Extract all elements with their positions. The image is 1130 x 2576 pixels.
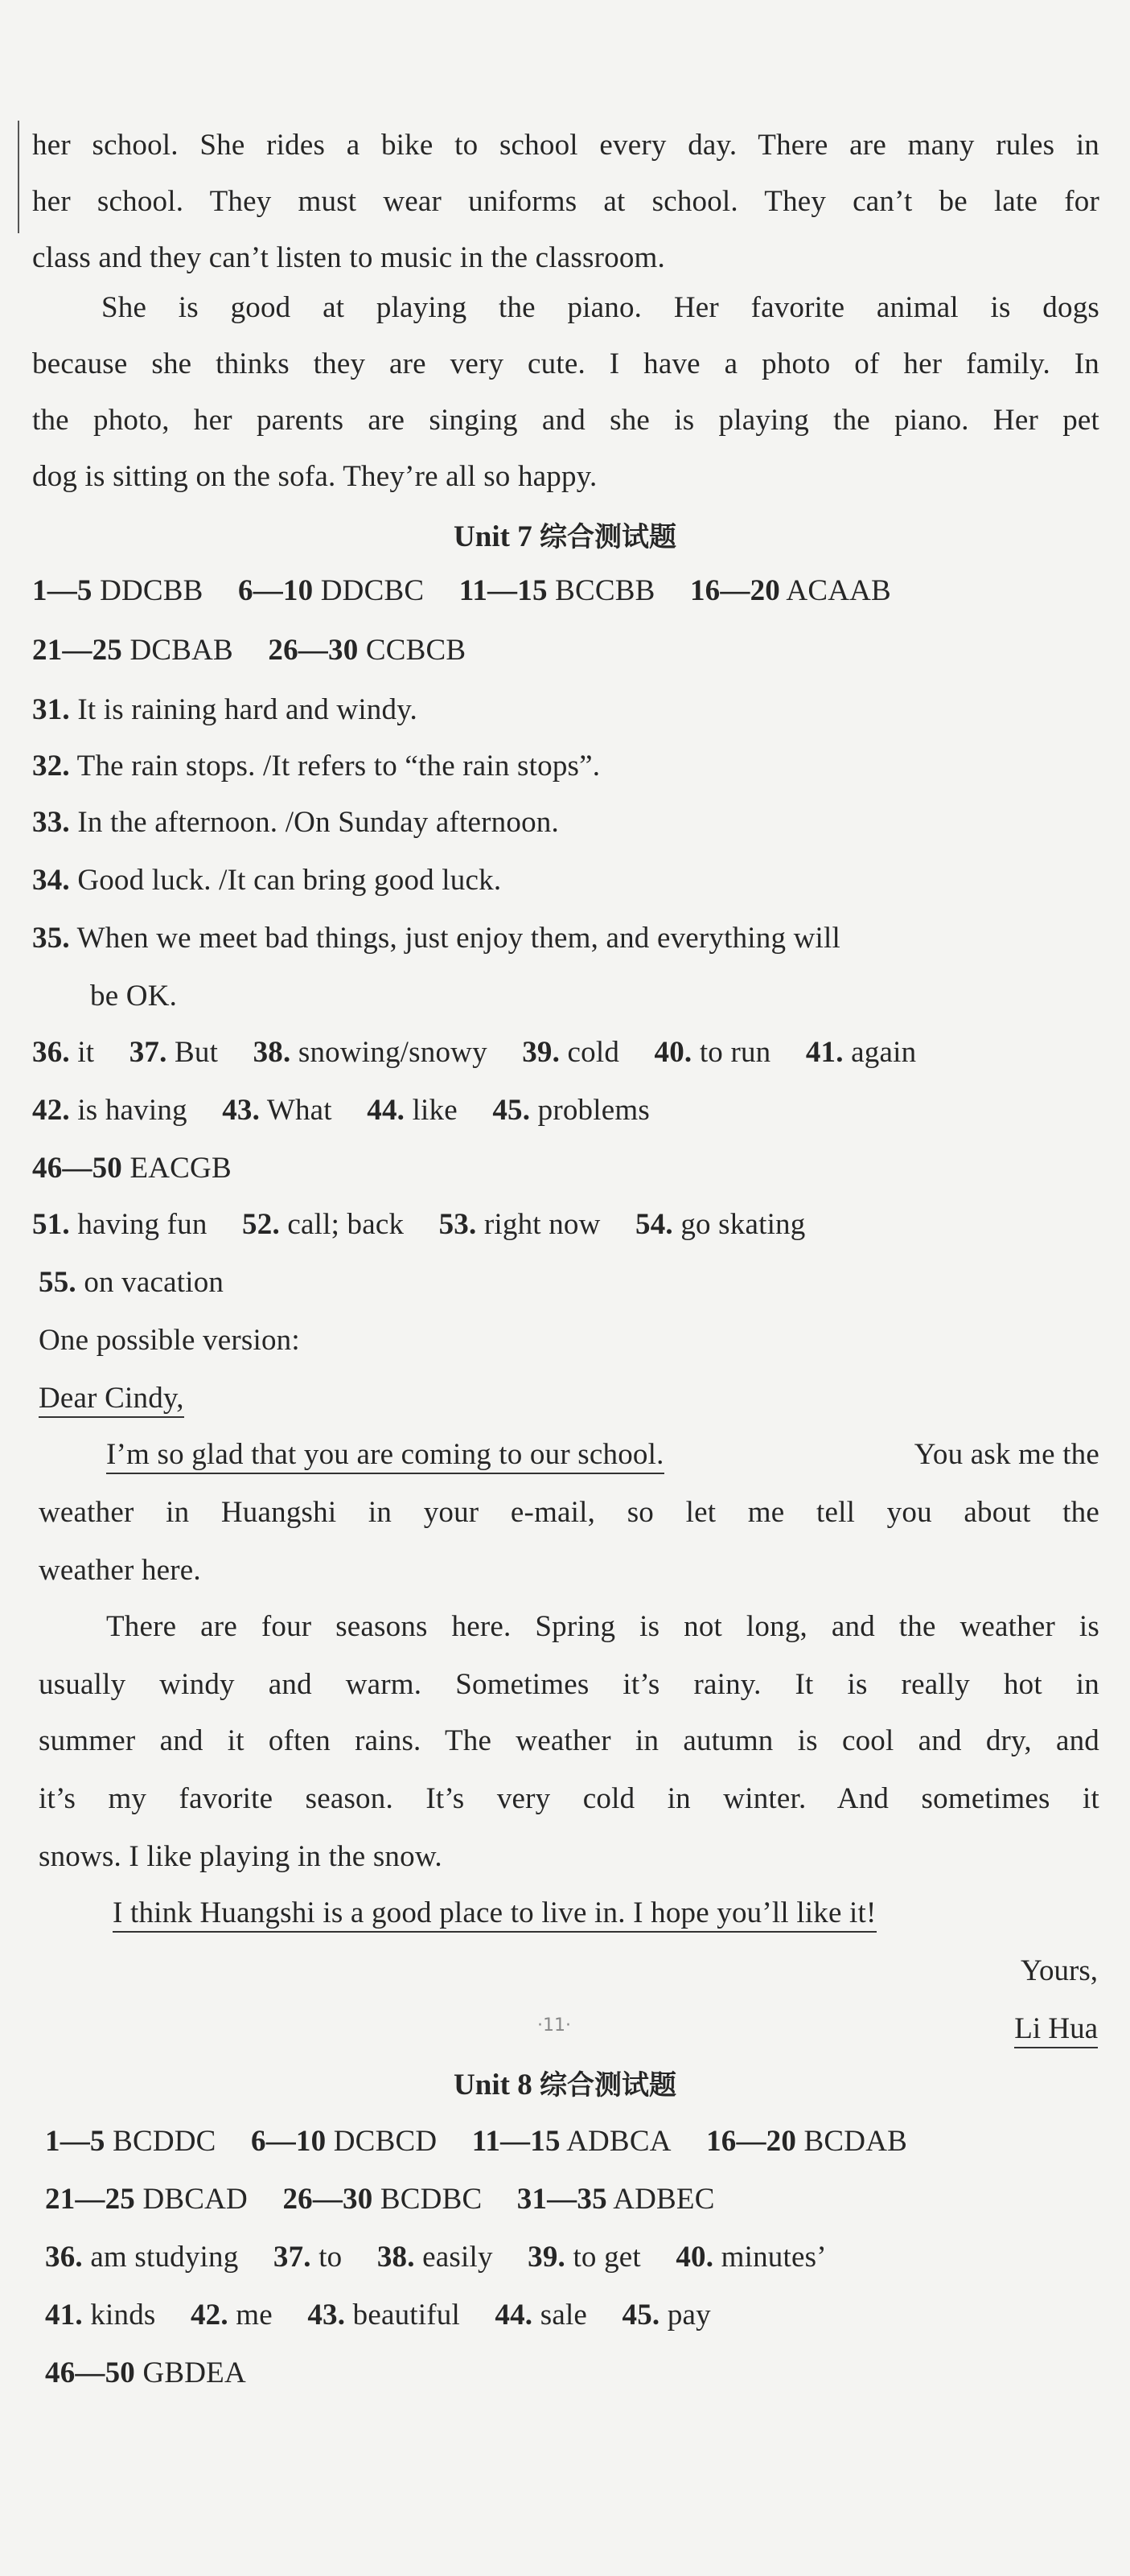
unit7-q35-cont: be OK. — [90, 980, 178, 1013]
answer-value: to — [318, 2241, 343, 2274]
answer-value: GBDEA — [142, 2356, 246, 2389]
unit7-q35 — [32, 920, 840, 957]
answer-number: 51. — [32, 1208, 70, 1241]
answer-value: ADBEC — [613, 2183, 715, 2216]
letter-p2-line: There are four seasons here. Spring is not long, and the weather is — [106, 1610, 1099, 1643]
answer-number: 11—15 — [471, 2125, 561, 2158]
answer-number: 46—50 — [45, 2356, 135, 2389]
unit7-row-1-5 — [32, 573, 891, 610]
unit8-row-41-45 — [45, 2297, 711, 2334]
answer-value: In the afternoon. /On Sunday afternoon. — [77, 806, 559, 839]
unit8-heading — [0, 2067, 1130, 2104]
answer-number: 16—20 — [689, 574, 780, 607]
answer-value: to get — [573, 2241, 641, 2274]
answer-value: BCCBB — [555, 574, 655, 607]
unit8-row-36-40 — [45, 2239, 827, 2276]
answer-number: 44. — [495, 2299, 533, 2332]
answer-number: 36. — [45, 2241, 83, 2274]
answer-value: it — [77, 1036, 95, 1069]
answer-number: 39. — [522, 1036, 561, 1069]
answer-value: The rain stops. /It refers to “the rain stops”. — [76, 750, 601, 783]
answer-number: 1—5 — [45, 2125, 105, 2158]
answer-value: problems — [537, 1094, 650, 1127]
answer-number: 40. — [654, 1036, 692, 1069]
answer-value: BCDBC — [380, 2183, 483, 2216]
answer-value: EACGB — [129, 1152, 232, 1185]
answer-value: ADBCA — [566, 2125, 672, 2158]
answer-number: 41. — [45, 2299, 83, 2332]
answer-value: DCBCD — [333, 2125, 438, 2158]
answer-value: like — [412, 1094, 458, 1127]
unit7-row-36-41 — [32, 1034, 916, 1071]
answer-value: But — [175, 1036, 219, 1069]
answer-value: right now — [483, 1208, 601, 1241]
passage-line: her school. They must wear uniforms at school. They can’t be late for — [32, 185, 1099, 218]
answer-value: BCDAB — [803, 2125, 908, 2158]
unit7-q31 — [32, 692, 417, 729]
unit7-row-55 — [39, 1264, 224, 1301]
letter-closing: Yours, — [1021, 1954, 1098, 1987]
unit7-q34 — [32, 862, 501, 899]
answer-value: to run — [699, 1036, 771, 1069]
answer-number: 34. — [32, 864, 70, 897]
answer-value: beautiful — [352, 2299, 460, 2332]
answer-number: 32. — [32, 750, 70, 783]
answer-value: DCBAB — [129, 634, 233, 667]
answer-number: 55. — [39, 1266, 76, 1299]
answer-number: 37. — [129, 1036, 167, 1069]
margin-line — [18, 121, 19, 233]
passage-line: the photo, her parents are singing and she is playing the piano. Her pet — [32, 404, 1099, 437]
answer-value: having fun — [77, 1208, 208, 1241]
passage-line: because she thinks they are very cute. I have a photo of her family. In — [32, 347, 1099, 380]
answer-number: 45. — [622, 2299, 660, 2332]
answer-value: BCDDC — [113, 2125, 216, 2158]
unit7-heading-cn: 综合测试题 — [539, 521, 676, 553]
answer-value: me — [236, 2299, 273, 2332]
letter-p2-line: snows. I like playing in the snow. — [39, 1840, 442, 1873]
answer-value: minutes’ — [721, 2241, 827, 2274]
letter-p1-line3: weather here. — [39, 1554, 201, 1587]
answer-value: Good luck. /It can bring good luck. — [77, 864, 502, 897]
unit7-heading-en: Unit 7 — [454, 520, 532, 553]
unit7-heading — [0, 519, 1130, 556]
answer-number: 11—15 — [458, 574, 548, 607]
answer-value: is having — [77, 1094, 187, 1127]
answer-number: 53. — [438, 1208, 477, 1241]
passage-line: dog is sitting on the sofa. They’re all so happy. — [32, 460, 598, 493]
answer-number: 21—25 — [32, 634, 122, 667]
answer-number: 6—10 — [251, 2125, 327, 2158]
answer-value: When we meet bad things, just enjoy them, and everything will — [76, 922, 840, 955]
answer-number: 31—35 — [516, 2183, 607, 2216]
answer-value: CCBCB — [365, 634, 466, 667]
answer-number: 40. — [676, 2241, 714, 2274]
underlined-sentence: I’m so glad that you are coming to our school. — [106, 1438, 664, 1474]
answer-number: 44. — [367, 1094, 405, 1127]
answer-number: 41. — [805, 1036, 844, 1069]
answer-number: 21—25 — [45, 2183, 135, 2216]
answer-value: DBCAD — [142, 2183, 248, 2216]
unit7-row-42-45 — [32, 1092, 650, 1129]
answer-value: DDCBC — [320, 574, 425, 607]
answer-number: 31. — [32, 693, 70, 726]
answer-value: It is raining hard and windy. — [77, 693, 417, 726]
answer-number: 1—5 — [32, 574, 92, 607]
letter-p2-line: usually windy and warm. Sometimes it’s rainy. It is really hot in — [39, 1668, 1099, 1701]
answer-number: 52. — [242, 1208, 280, 1241]
version-label: One possible version: — [39, 1324, 300, 1357]
answer-value: on vacation — [84, 1266, 224, 1299]
answer-number: 16—20 — [706, 2125, 797, 2158]
greeting-text: Dear Cindy, — [39, 1382, 184, 1418]
unit7-row-21-30 — [32, 632, 466, 669]
unit8-heading-en: Unit 8 — [454, 2069, 532, 2101]
letter-p2-line: it’s my favorite season. It’s very cold in winter. And sometimes it — [39, 1782, 1099, 1815]
answer-value: am studying — [90, 2241, 239, 2274]
answer-number: 43. — [307, 2299, 346, 2332]
passage-line: She is good at playing the piano. Her favorite animal is dogs — [101, 291, 1099, 324]
answer-number: 6—10 — [238, 574, 314, 607]
answer-value: cold — [567, 1036, 620, 1069]
unit7-q33 — [32, 804, 559, 841]
answer-value: easily — [422, 2241, 493, 2274]
letter-p1-line2: weather in Huangshi in your e-mail, so let me tell you about the — [39, 1496, 1099, 1529]
page-number: ·11· — [537, 2015, 571, 2036]
answer-number: 42. — [190, 2299, 228, 2332]
answer-value: again — [851, 1036, 917, 1069]
answer-value: call; back — [287, 1208, 405, 1241]
answer-value: go skating — [680, 1208, 806, 1241]
unit8-row-46-50 — [45, 2355, 246, 2392]
answer-value: DDCBB — [100, 574, 203, 607]
answer-number: 45. — [492, 1094, 531, 1127]
answer-value: What — [266, 1094, 332, 1127]
letter-p2-line: summer and it often rains. The weather in autumn is cool and dry, and — [39, 1724, 1099, 1757]
answer-number: 33. — [32, 806, 70, 839]
passage-line: her school. She rides a bike to school every day. There are many rules in — [32, 129, 1099, 162]
answer-number: 37. — [273, 2241, 311, 2274]
answer-value: snowing/snowy — [298, 1036, 487, 1069]
underlined-sentence: I think Huangshi is a good place to live in. I hope you’ll like it! — [113, 1896, 877, 1933]
answer-number: 35. — [32, 922, 70, 955]
unit8-row-21-35 — [45, 2181, 715, 2218]
signature-text: Li Hua — [1014, 2012, 1098, 2048]
unit8-row-1-20 — [45, 2123, 907, 2160]
answer-number: 36. — [32, 1036, 70, 1069]
answer-value: sale — [540, 2299, 588, 2332]
answer-value: kinds — [90, 2299, 156, 2332]
unit7-row-51-54 — [32, 1206, 805, 1243]
letter-text: You ask me the — [914, 1438, 1099, 1471]
answer-number: 39. — [528, 2241, 565, 2274]
answer-number: 42. — [32, 1094, 70, 1127]
answer-number: 26—30 — [282, 2183, 373, 2216]
answer-number: 43. — [222, 1094, 261, 1127]
letter-signature — [1014, 2011, 1098, 2048]
answer-number: 46—50 — [32, 1152, 122, 1185]
answer-value: ACAAB — [786, 574, 891, 607]
letter-p3 — [113, 1895, 877, 1932]
passage-line: class and they can’t listen to music in the classroom. — [32, 241, 665, 274]
answer-number: 26—30 — [268, 634, 359, 667]
answer-number: 54. — [635, 1208, 673, 1241]
letter-p1-line1 — [106, 1436, 1099, 1473]
answer-number: 38. — [376, 2241, 415, 2274]
unit8-heading-cn: 综合测试题 — [539, 2069, 676, 2101]
unit7-row-46-50 — [32, 1150, 232, 1187]
answer-number: 38. — [253, 1036, 291, 1069]
answer-value: pay — [667, 2299, 711, 2332]
unit7-q32 — [32, 748, 600, 785]
letter-greeting — [39, 1380, 184, 1417]
